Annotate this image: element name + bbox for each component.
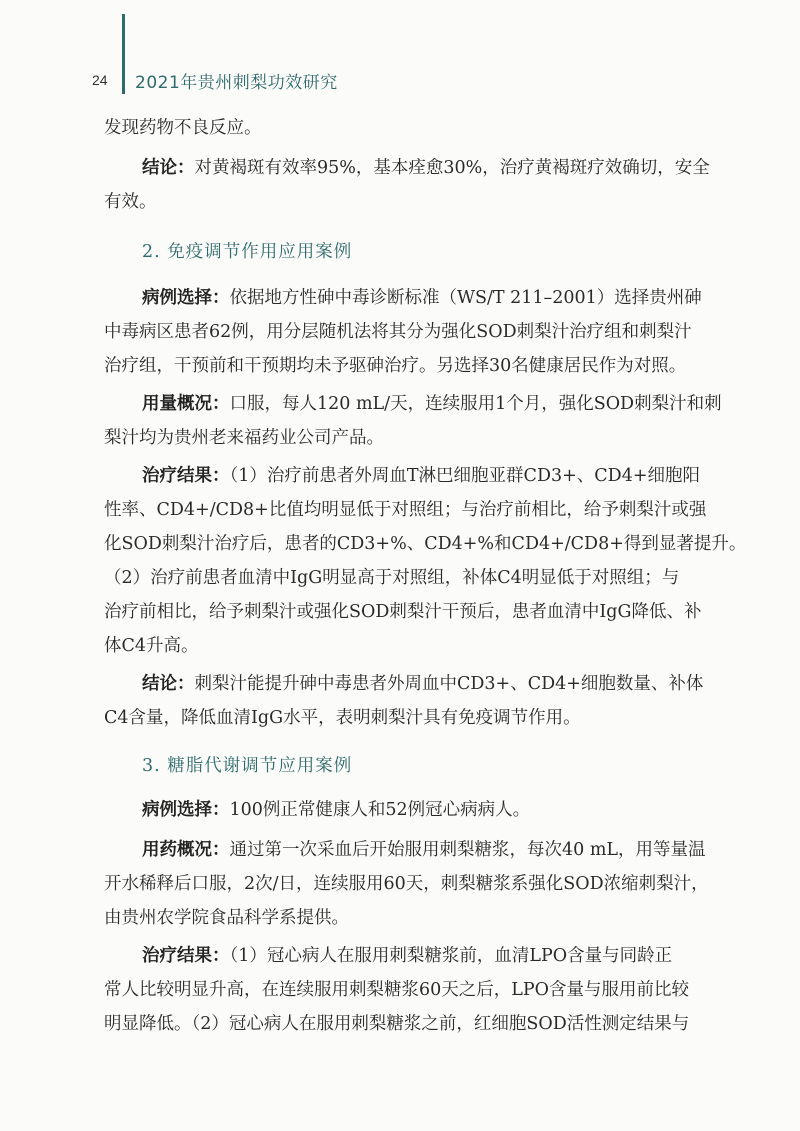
body-line: （2）治疗前患者血清中IgG明显高于对照组，补体C4明显低于对照组；与 (104, 568, 680, 588)
body-line (142, 944, 672, 968)
dosage-text: 口服，每人120 mL/天，连续服用1个月，强化SOD刺梨汁和刺 (229, 394, 722, 414)
body-line: 有效。 (104, 192, 157, 212)
body-line: 明显降低。（2）冠心病人在服用刺梨糖浆之前，红细胞SOD活性测定结果与 (104, 1014, 690, 1034)
conclusion-text: 对黄褐斑有效率95%，基本痊愈30%，治疗黄褐斑疗效确切，安全 (194, 158, 710, 178)
body-line: C4含量，降低血清IgG水平，表明刺梨汁具有免疫调节作用。 (104, 708, 581, 728)
body-line: 体C4升高。 (104, 636, 199, 656)
case-selection-label: 病例选择： (142, 288, 230, 308)
body-line: 开水稀释后口服，2次/日，连续服用60天，刺梨糖浆系强化SOD浓缩刺梨汁， (104, 874, 709, 894)
dosage-label: 用量概况： (142, 394, 230, 414)
body-line (142, 392, 722, 416)
body-line: 梨汁均为贵州老来福药业公司产品。 (104, 428, 384, 448)
conclusion-label: 结论： (142, 158, 195, 178)
page-number: 24 (92, 72, 108, 88)
section-heading: 2. 免疫调节作用应用案例 (142, 242, 353, 262)
dosage-label: 用药概况： (142, 840, 230, 860)
result-text: （1）冠心病人在服用刺梨糖浆前，血清LPO含量与同龄正 (229, 946, 673, 966)
body-line (142, 838, 706, 862)
body-line (142, 156, 710, 180)
body-line (142, 798, 530, 822)
body-line: 治疗前相比，给予刺梨汁或强化SOD刺梨汁干预后，患者血清中IgG降低、补 (104, 602, 702, 622)
body-line (142, 286, 702, 310)
body-line: 治疗组，干预前和干预期均未予驱砷治疗。另选择30名健康居民作为对照。 (104, 356, 687, 376)
body-line: 性率、CD4+/CD8+比值均明显低于对照组；与治疗前相比，给予刺梨汁或强 (104, 500, 707, 520)
section-heading: 3. 糖脂代谢调节应用案例 (142, 756, 353, 776)
case-selection-text: 依据地方性砷中毒诊断标准（WS/T 211–2001）选择贵州砷 (229, 288, 702, 308)
result-label: 治疗结果： (142, 946, 230, 966)
body-line: 由贵州农学院食品科学系提供。 (104, 908, 349, 928)
body-line (142, 672, 703, 696)
body-line: 化SOD刺梨汁治疗后，患者的CD3+%、CD4+%和CD4+/CD8+得到显著提升。 (104, 534, 747, 554)
body-line: 中毒病区患者62例，用分层随机法将其分为强化SOD刺梨汁治疗组和刺梨汁 (104, 322, 692, 342)
running-title: 2021年贵州刺梨功效研究 (135, 73, 338, 93)
result-label: 治疗结果： (142, 466, 230, 486)
case-selection-label: 病例选择： (142, 800, 230, 820)
header-vertical-rule (122, 14, 125, 94)
conclusion-label: 结论： (142, 674, 195, 694)
case-selection-text: 100例正常健康人和52例冠心病病人。 (229, 800, 531, 820)
result-text: （1）治疗前患者外周血T淋巴细胞亚群CD3+、CD4+细胞阳 (229, 466, 700, 486)
body-line: 常人比较明显升高，在连续服用刺梨糖浆60天之后，LPO含量与服用前比较 (104, 980, 690, 1000)
body-line (142, 464, 700, 488)
dosage-text: 通过第一次采血后开始服用刺梨糖浆，每次40 mL，用等量温 (229, 840, 706, 860)
conclusion-text: 刺梨汁能提升砷中毒患者外周血中CD3+、CD4+细胞数量、补体 (194, 674, 704, 694)
body-line: 发现药物不良反应。 (104, 118, 262, 138)
